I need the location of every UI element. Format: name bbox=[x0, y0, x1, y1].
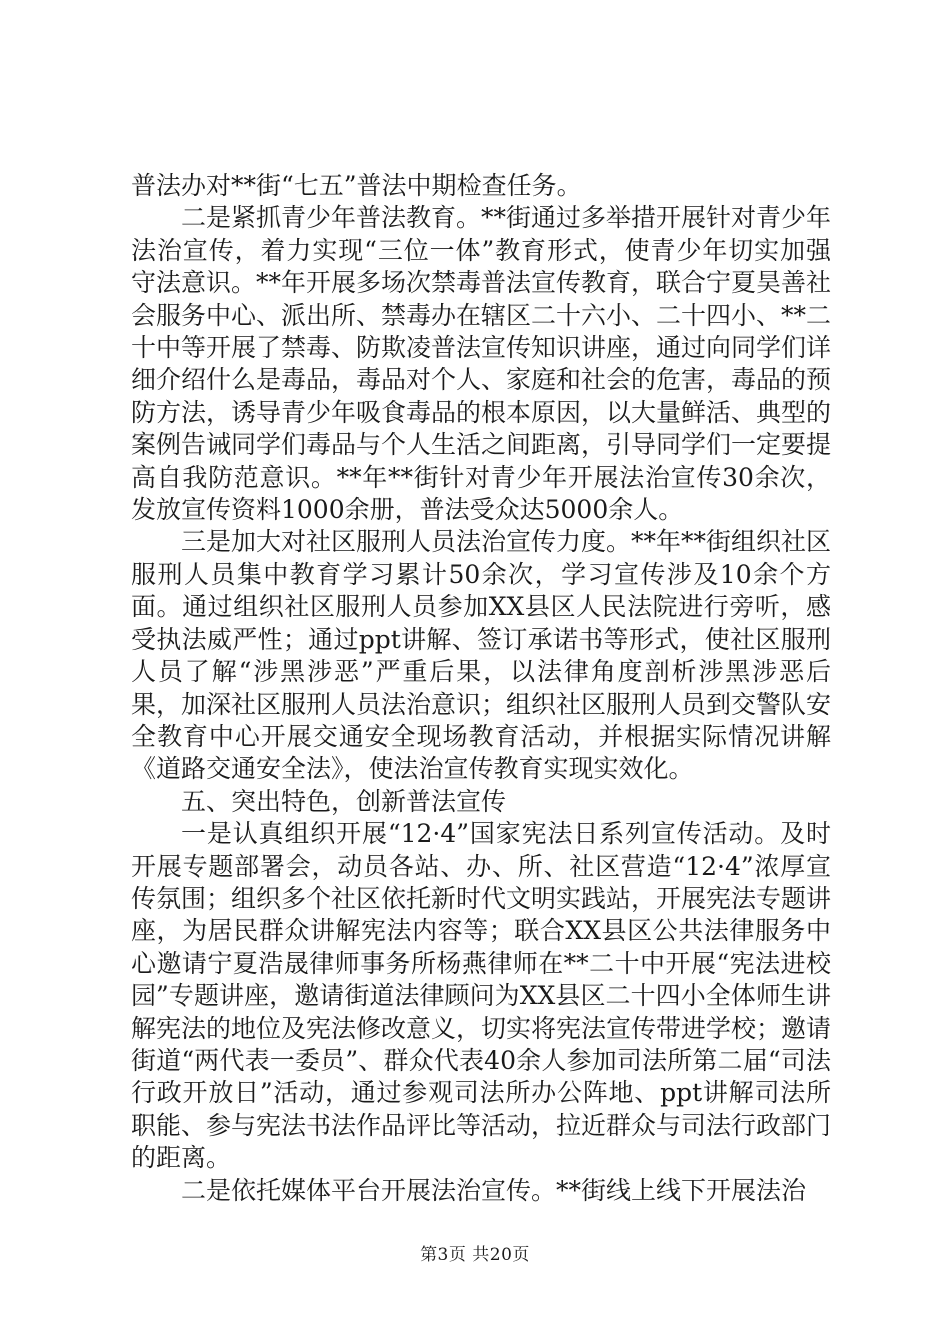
paragraph: 普法办对**街“七五”普法中期检查任务。 bbox=[131, 171, 582, 200]
paragraph: 二是依托媒体平台开展法治宣传。**街线上线下开展法治 bbox=[181, 1175, 807, 1205]
page-footer: 第3页 共20页 bbox=[420, 1245, 530, 1265]
document-body bbox=[131, 170, 831, 1207]
paragraph: 一是认真组织开展“12·4”国家宪法日系列宣传活动。及时开展专题部署会，动员各站、办、所、社区营造“12·4”浓厚宣传氛围；组织多个社区依托新时代文明实践站，开展宪法专题讲座，为居民群众讲解宪法内容等；联合XX县区公共法律服务中心邀请宁夏浩晟律师事务所杨燕律师在**二十中开展“宪法进校园”专题讲座，邀请街道法律顾问为XX县区二十四小全体师生讲解宪法的地位及宪法修改意义，切实将宪法宣传带进学校；邀请街道“两代表一委员”、群众代表40余人参加司法所第二届“司法行政开放日”活动，通过参观司法所办公阵地、ppt讲解司法所职能、参与宪法书法作品评比等活动，拉近群众与司法行政部门的距离。 bbox=[131, 819, 832, 1173]
paragraph: 五、突出特色，创新普法宣传 bbox=[181, 786, 507, 816]
paragraph: 二是紧抓青少年普法教育。**街通过多举措开展针对青少年法治宣传，着力实现“三位一体”教育形式，使青少年切实加强守法意识。**年开展多场次禁毒普法宣传教育，联合宁夏昊善社会服务中心、派出所、禁毒办在辖区二十六小、二十四小、**二十中等开展了禁毒、防欺凌普法宣传知识讲座，通过向同学们详细介绍什么是毒品，毒品对个人、家庭和社会的危害，毒品的预防方法，诱导青少年吸食毒品的根本原因，以大量鲜活、典型的案例告诫同学们毒品与个人生活之间距离，引导同学们一定要提高自我防范意识。**年**街针对青少年开展法治宣传30余次，发放宣传资料1000余册，普法受众达5000余人。 bbox=[131, 203, 832, 525]
paragraph: 三是加大对社区服刑人员法治宣传力度。**年**街组织社区服刑人员集中教育学习累计50余次，学习宣传涉及10余个方面。通过组织社区服刑人员参加XX县区人民法院进行旁听，感受执法威严性；通过ppt讲解、签订承诺书等形式，使社区服刑人员了解“涉黑涉恶”严重后果，以法律角度剖析涉黑涉恶后果，加深社区服刑人员法治意识；组织社区服刑人员到交警队安全教育中心开展交通安全现场教育活动，并根据实际情况讲解《道路交通安全法》，使法治宣传教育实现实效化。 bbox=[131, 527, 832, 784]
